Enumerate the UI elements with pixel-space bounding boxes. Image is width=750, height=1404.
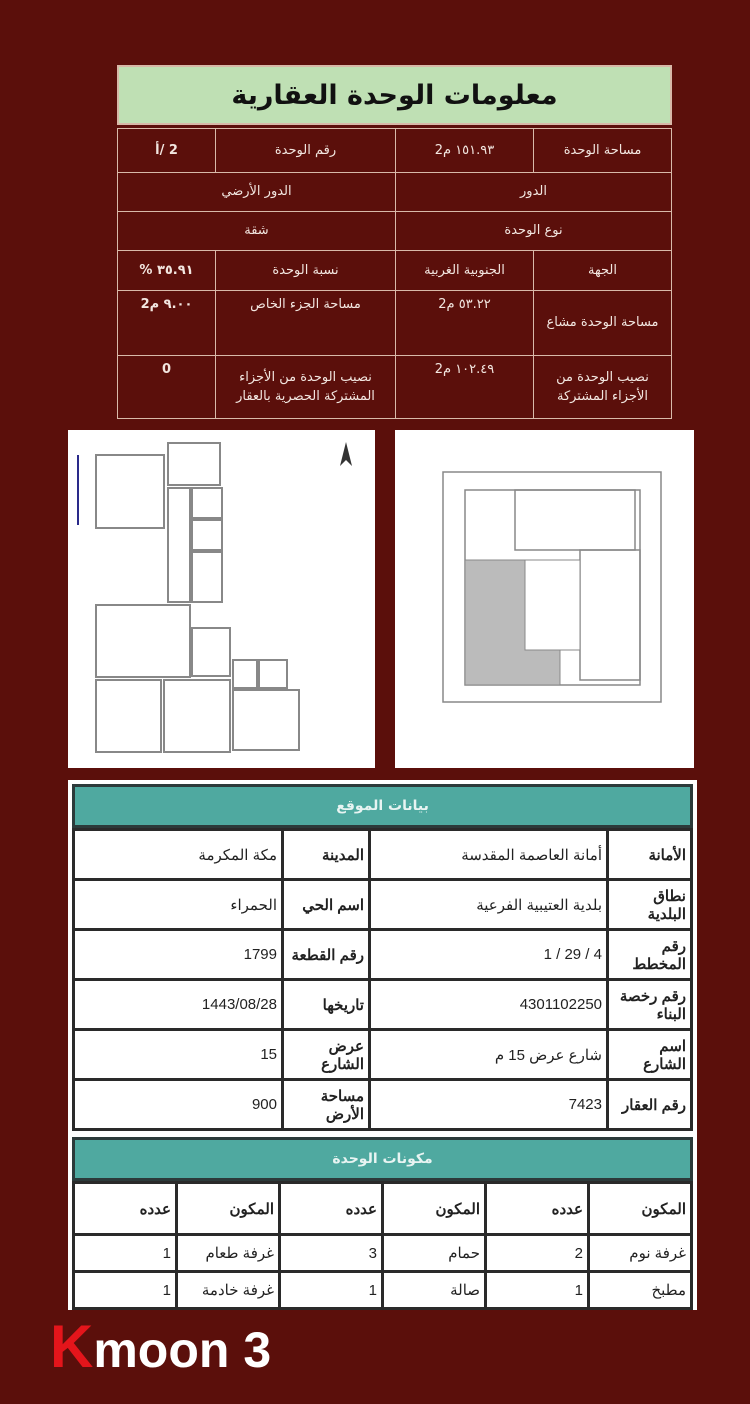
components-table xyxy=(72,1181,693,1310)
site-data-title: بيانات الموقع xyxy=(72,784,693,828)
cell: مساحة الوحدة مشاع xyxy=(534,291,672,356)
table-cell: غرفة طعام xyxy=(177,1235,280,1272)
table-cell: مطبخ xyxy=(589,1272,692,1309)
field-value: أمانة العاصمة المقدسة xyxy=(370,830,608,880)
field-label: رقم رخصة البناء xyxy=(608,980,692,1030)
table-row xyxy=(74,1080,692,1130)
table-cell: 3 xyxy=(280,1235,383,1272)
cell: 0 xyxy=(118,356,216,419)
unit-info-title: معلومات الوحدة العقارية xyxy=(117,65,672,125)
table-cell: غرفة خادمة xyxy=(177,1272,280,1309)
field-label: اسم الشارع xyxy=(608,1030,692,1080)
table-row xyxy=(74,1183,692,1235)
cell: الدور الأرضي xyxy=(118,173,396,212)
table-cell: غرفة نوم xyxy=(589,1235,692,1272)
field-label: تاريخها xyxy=(283,980,370,1030)
field-value: 7423 xyxy=(370,1080,608,1130)
field-value: 15 xyxy=(74,1030,283,1080)
table-row xyxy=(74,980,692,1030)
table-cell: 1 xyxy=(486,1272,589,1309)
field-value: الحمراء xyxy=(74,880,283,930)
table-cell: 1 xyxy=(74,1272,177,1309)
field-label: رقم القطعة xyxy=(283,930,370,980)
unit-floor-plan xyxy=(68,430,375,768)
site-data-table xyxy=(72,828,693,1131)
field-label: الأمانة xyxy=(608,830,692,880)
cell: مساحة الجزء الخاص xyxy=(216,291,396,356)
cell: الجهة xyxy=(534,251,672,291)
table-row xyxy=(74,930,692,980)
cell: مساحة الوحدة xyxy=(534,129,672,173)
field-value: بلدية العتيبية الفرعية xyxy=(370,880,608,930)
column-header: عدده xyxy=(280,1183,383,1235)
cell: 2 /أ xyxy=(118,129,216,173)
components-title: مكونات الوحدة xyxy=(72,1137,693,1181)
brand-text: moon 3 xyxy=(93,1322,272,1378)
table-row xyxy=(74,830,692,880)
field-value: 4 / 29 / 1 xyxy=(370,930,608,980)
field-value: 1443/08/28 xyxy=(74,980,283,1030)
column-header: عدده xyxy=(74,1183,177,1235)
column-header: المكون xyxy=(383,1183,486,1235)
cell: نوع الوحدة xyxy=(396,212,672,251)
field-label: رقم المخطط xyxy=(608,930,692,980)
cell: نصيب الوحدة من الأجزاء المشتركة الحصرية بالعقار xyxy=(216,356,396,419)
cell: شقة xyxy=(118,212,396,251)
table-cell: حمام xyxy=(383,1235,486,1272)
field-label: اسم الحي xyxy=(283,880,370,930)
table-cell: صالة xyxy=(383,1272,486,1309)
table-cell: 2 xyxy=(486,1235,589,1272)
cell: ٩.٠٠ م2 xyxy=(118,291,216,356)
brand-logo xyxy=(50,1312,271,1381)
cell: ١٥١.٩٣ م2 xyxy=(396,129,534,173)
cell: نسبة الوحدة xyxy=(216,251,396,291)
column-header: المكون xyxy=(589,1183,692,1235)
cell: رقم الوحدة xyxy=(216,129,396,173)
site-panel xyxy=(68,780,697,1310)
field-value: 900 xyxy=(74,1080,283,1130)
field-label: عرض الشارع xyxy=(283,1030,370,1080)
cell: الدور xyxy=(396,173,672,212)
north-arrow-icon xyxy=(340,442,352,466)
table-row xyxy=(74,1235,692,1272)
cell: ٥٣.٢٢ م2 xyxy=(396,291,534,356)
table-row xyxy=(74,880,692,930)
field-value: 4301102250 xyxy=(370,980,608,1030)
table-cell: 1 xyxy=(74,1235,177,1272)
unit-info-table xyxy=(117,65,672,419)
table-cell: 1 xyxy=(280,1272,383,1309)
field-value: شارع عرض 15 م xyxy=(370,1030,608,1080)
field-label: المدينة xyxy=(283,830,370,880)
cell: الجنوبية الغربية xyxy=(396,251,534,291)
table-row xyxy=(74,1272,692,1309)
column-header: عدده xyxy=(486,1183,589,1235)
field-value: مكة المكرمة xyxy=(74,830,283,880)
cell: ٣٥.٩١ % xyxy=(118,251,216,291)
brand-k: K xyxy=(50,1313,94,1380)
column-header: المكون xyxy=(177,1183,280,1235)
table-row xyxy=(74,1030,692,1080)
field-label: رقم العقار xyxy=(608,1080,692,1130)
cell: نصيب الوحدة من الأجزاء المشتركة xyxy=(534,356,672,419)
field-label: مساحة الأرض xyxy=(283,1080,370,1130)
site-plan xyxy=(395,430,694,768)
field-value: 1799 xyxy=(74,930,283,980)
field-label: نطاق البلدية xyxy=(608,880,692,930)
cell: ١٠٢.٤٩ م2 xyxy=(396,356,534,419)
